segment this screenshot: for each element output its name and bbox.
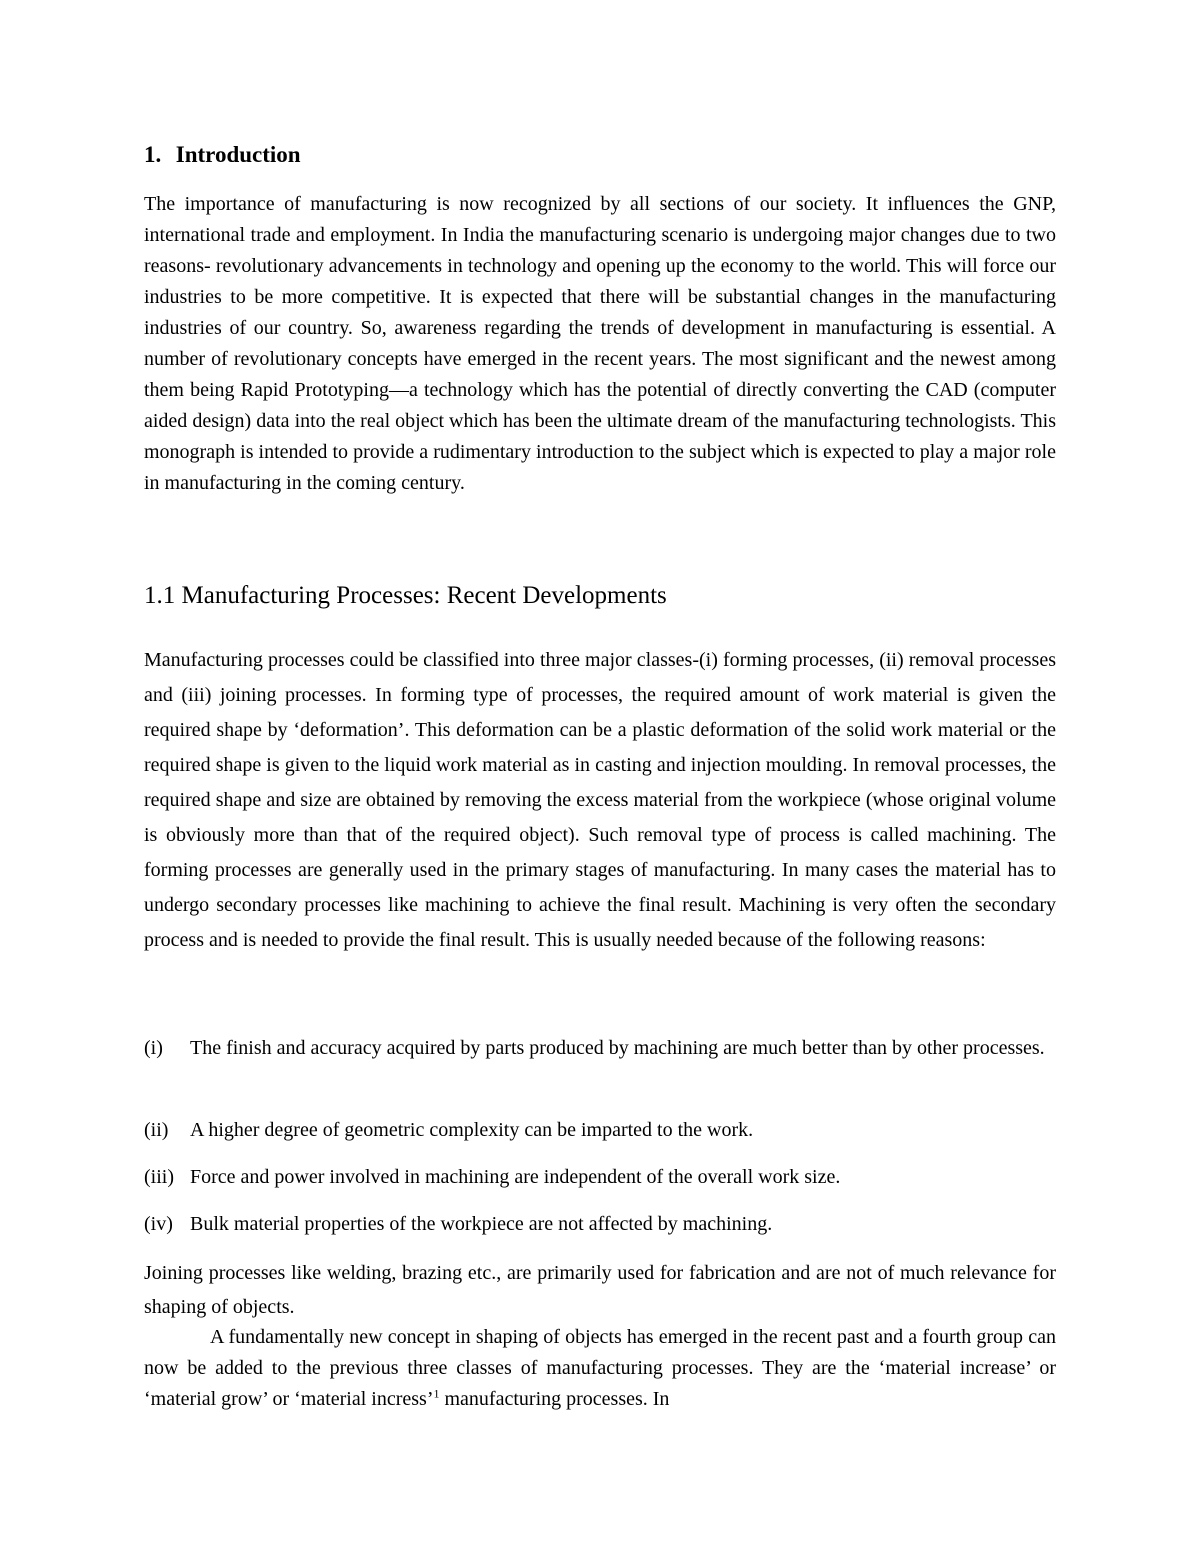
manufacturing-processes-paragraph: Manufacturing processes could be classified into three major classes-(i) forming processes, (ii) removal processes and (iii) joining processes. In forming type of processes, the required amount of work material is given the required shape by ‘deformation’. This deformation can be a plastic deformation of the solid work material or the required shape is given to the liquid work material as in casting and injection moulding. In removal processes, the required shape and size are obtained by removing the excess material from the workpiece (whose original volume is obviously more than that of the required object). Such removal type of process is called machining. The forming processes are generally used in the primary stages of manufacturing. In many cases the material has to undergo secondary processes like machining to achieve the final result. Machining is very often the secondary process and is needed to provide the final result. This is usually needed because of the following reasons: (144, 649, 1056, 951)
subsection-heading: 1.1 Manufacturing Processes: Recent Developments (144, 582, 667, 609)
list-item-text: The finish and accuracy acquired by parts produced by machining are much better than by other processes. (190, 1037, 1045, 1059)
list-item (144, 1160, 1056, 1194)
section-number: 1. (144, 142, 162, 167)
section-title: Introduction (175, 142, 301, 167)
list-item (144, 1031, 1056, 1065)
list-item (144, 1113, 1056, 1147)
list-item-text: Force and power involved in machining are independent of the overall work size. (190, 1166, 841, 1188)
list-marker: (iii) (144, 1166, 174, 1188)
new-concept-paragraph (144, 1322, 1056, 1415)
footnote-reference[interactable]: 1 (433, 1386, 440, 1401)
new-concept-text-end: manufacturing processes. In (439, 1388, 670, 1410)
list-marker: (i) (144, 1037, 163, 1059)
introduction-paragraph: The importance of manufacturing is now recognized by all sections of our society. It influences the GNP, international trade and employment. In India the manufacturing scenario is undergoing major changes due to two reasons- revolutionary advancements in technology and opening up the economy to the world. This will force our industries to be more competitive. It is expected that there will be substantial changes in the manufacturing industries of our country. So, awareness regarding the trends of development in manufacturing is essential. A number of revolutionary concepts have emerged in the recent years. The most significant and the newest among them being Rapid Prototyping—a technology which has the potential of directly converting the CAD (computer aided design) data into the real object which has been the ultimate dream of the manufacturing technologists. This monograph is intended to provide a rudimentary introduction to the subject which is expected to play a major role in manufacturing in the coming century. (144, 193, 1056, 494)
new-concept-text: A fundamentally new concept in shaping of objects has emerged in the recent past and a fourth group can now be added to the previous three classes of manufacturing processes. They are the ‘material increase’ or ‘material grow’ or ‘material incress’ (144, 1326, 1056, 1410)
list-marker: (ii) (144, 1119, 169, 1141)
section-heading-introduction (144, 142, 301, 168)
joining-processes-paragraph: Joining processes like welding, brazing etc., are primarily used for fabrication and are not of much relevance for shaping of objects. (144, 1262, 1056, 1318)
list-marker: (iv) (144, 1213, 173, 1235)
list-item (144, 1207, 1056, 1241)
list-item-text: A higher degree of geometric complexity can be imparted to the work. (190, 1119, 754, 1141)
list-item-text: Bulk material properties of the workpiece are not affected by machining. (190, 1213, 773, 1235)
